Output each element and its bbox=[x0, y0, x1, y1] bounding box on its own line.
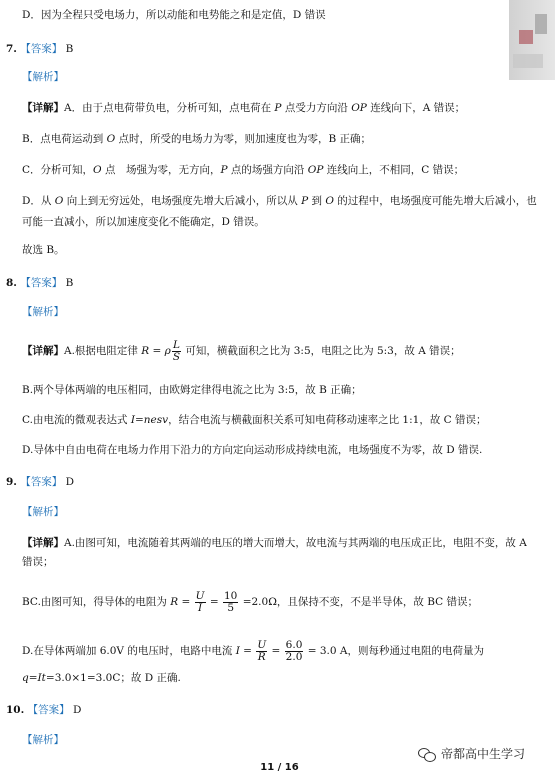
q9-bc-f2-num: 10 bbox=[223, 589, 238, 602]
q7-answer-row bbox=[6, 42, 73, 56]
q7-b-text2: 点时，所受的电场力为零，则加速度也为零，B 正确； bbox=[115, 133, 372, 145]
q7-option-d-line1 bbox=[22, 194, 537, 208]
q8-a-text: A.根据电阻定律 bbox=[64, 345, 142, 357]
q7-d-text3: 到 bbox=[308, 195, 326, 207]
watermark bbox=[418, 745, 525, 762]
q9-bc-fraction1 bbox=[195, 591, 206, 614]
wechat-icon bbox=[418, 747, 436, 761]
q9-d-text: D.在导体两端加 6.0V 的电压时，电路中电流 bbox=[22, 645, 236, 657]
q9-bc-text2: =2.0Ω，且保持不变，不是半导体，故 BC 错误； bbox=[239, 596, 479, 608]
q9-bc-f2-den: 5 bbox=[227, 601, 235, 614]
q8-option-d: D.导体中自由电荷在电场力作用下沿力的方向定向运动形成持续电流，电场强度不为零，故 D 错误. bbox=[22, 444, 483, 456]
q7-number: 7. bbox=[6, 43, 17, 55]
q7-d-o2: O bbox=[325, 195, 334, 207]
q7-c-o: O bbox=[93, 164, 102, 176]
q8-option-b: B.两个导体两端的电压相同，由欧姆定律得电流之比为 3:5，故 B 正确； bbox=[22, 384, 362, 396]
q9-d-f1-den: R bbox=[257, 650, 266, 663]
q9-bc-fraction2 bbox=[223, 591, 238, 614]
q9-d2-formula: q=It bbox=[22, 672, 46, 684]
q7-b-text: B．点电荷运动到 bbox=[22, 133, 107, 145]
q8-a-r: R bbox=[141, 345, 150, 357]
q6-option-d: D．因为全程只受电场力，所以动能和电势能之和是定值，D 错误 bbox=[22, 9, 326, 21]
q7-c-text: C．分析可知， bbox=[22, 164, 94, 176]
q7-option-b bbox=[22, 132, 371, 146]
q7-option-d-line2: 可能一直减小，所以加速度变化不能确定，D 错误。 bbox=[22, 216, 265, 228]
q7-detail-a bbox=[22, 101, 465, 115]
q7-analysis-tag: 【解析】 bbox=[22, 71, 64, 83]
q7-c-text4: 连线向上，不相同，C 错误； bbox=[323, 164, 465, 176]
q8-option-c bbox=[22, 413, 487, 427]
q9-detail-a-line1 bbox=[22, 536, 527, 550]
q8-c-text2: ，结合电流与横截面积关系可知电荷移动速率之比 1:1，故 C 错误； bbox=[168, 414, 487, 426]
q9-d-i: I bbox=[235, 645, 240, 657]
q10-answer-tag: 【答案】 bbox=[27, 704, 70, 716]
q7-option-c bbox=[22, 163, 464, 177]
q10-number: 10. bbox=[6, 704, 25, 716]
q7-c-op: OP bbox=[307, 164, 324, 176]
q9-answer-row bbox=[6, 475, 74, 489]
q9-d-fraction2 bbox=[285, 640, 304, 663]
q8-c-formula: I=nesv bbox=[130, 414, 169, 426]
q10-analysis-tag: 【解析】 bbox=[22, 734, 64, 746]
q9-bc-f1-den: I bbox=[197, 601, 203, 614]
q7-a-p: P bbox=[274, 102, 282, 114]
q9-number: 9. bbox=[6, 476, 17, 488]
q9-d2-text: =3.0×1=3.0C；故 D 正确. bbox=[45, 672, 181, 684]
q8-a-rho: ρ bbox=[164, 345, 171, 357]
q7-a-text: A．由于点电荷带负电，分析可知，点电荷在 bbox=[64, 102, 275, 114]
q9-answer-tag: 【答案】 bbox=[20, 476, 63, 488]
blurred-qr-code bbox=[509, 0, 555, 80]
q8-answer-tag: 【答案】 bbox=[20, 277, 63, 289]
q7-a-text3: 连线向下，A 错误； bbox=[366, 102, 466, 114]
q9-bc-eq2: = bbox=[206, 596, 222, 608]
q7-d-p: P bbox=[301, 195, 309, 207]
q7-answer-value: B bbox=[65, 43, 74, 55]
q9-d-f1-num: U bbox=[257, 638, 267, 651]
q7-a-op: OP bbox=[351, 102, 367, 114]
q9-bc-r: R bbox=[170, 596, 179, 608]
q8-answer-row bbox=[6, 276, 73, 290]
q9-d-text2: = 3.0 A，则每秒通过电阻的电荷量为 bbox=[304, 645, 484, 657]
q7-d-text: D．从 bbox=[22, 195, 55, 207]
q9-d-eq2: = bbox=[268, 645, 284, 657]
q7-b-o: O bbox=[106, 133, 116, 145]
q8-detail-a bbox=[22, 337, 461, 365]
q9-option-bc bbox=[22, 588, 478, 616]
q8-answer-value: B bbox=[65, 277, 74, 289]
q9-d-f2-den: 2.0 bbox=[285, 650, 303, 663]
q7-detail-tag: 【详解】 bbox=[22, 102, 64, 114]
q9-d-f2-num: 6.0 bbox=[285, 638, 303, 651]
q8-number: 8. bbox=[6, 277, 17, 289]
q7-d-text4: 的过程中，电场强度可能先增大后减小，也 bbox=[333, 195, 537, 207]
page-number: 11 / 16 bbox=[260, 762, 299, 773]
q7-c-text3: 点的场强方向沿 bbox=[227, 164, 308, 176]
q9-bc-eq1: = bbox=[178, 596, 194, 608]
q9-detail-a-line2: 错误； bbox=[22, 556, 54, 568]
q9-d-fraction1 bbox=[256, 640, 267, 663]
q8-a-frac-den: S bbox=[172, 350, 181, 363]
q7-answer-tag: 【答案】 bbox=[20, 43, 63, 55]
q7-conclusion: 故选 B。 bbox=[22, 244, 65, 256]
q8-a-frac-num: L bbox=[172, 338, 180, 351]
q9-option-d-line2 bbox=[22, 671, 181, 685]
q9-bc-f1-num: U bbox=[195, 589, 205, 602]
q9-detail-tag: 【详解】 bbox=[22, 537, 64, 549]
q7-c-p: P bbox=[220, 164, 228, 176]
q9-bc-text: BC.由图可知，得导体的电阻为 bbox=[22, 596, 171, 608]
q8-detail-tag: 【详解】 bbox=[22, 345, 64, 357]
q8-c-text: C.由电流的微观表达式 bbox=[22, 414, 131, 426]
q7-d-text2: 向上到无穷远处，电场强度先增大后减小，所以从 bbox=[63, 195, 302, 207]
q8-analysis-tag: 【解析】 bbox=[22, 306, 64, 318]
q9-d-eq1: = bbox=[239, 645, 256, 657]
q8-a-text2: 可知，横截面积之比为 3:5，电阻之比为 5:3，故 A 错误； bbox=[182, 345, 461, 357]
q8-a-fraction bbox=[172, 340, 181, 363]
q7-c-text2: 点 场强为零，无方向， bbox=[101, 164, 221, 176]
q8-a-eq: = bbox=[149, 345, 165, 357]
q9-analysis-tag: 【解析】 bbox=[22, 506, 64, 518]
q9-answer-value: D bbox=[65, 476, 75, 488]
q9-option-d-line1 bbox=[22, 637, 484, 665]
q7-d-o: O bbox=[54, 195, 64, 207]
q9-a-text: A.由图可知，电流随着其两端的电压的增大而增大，故电流与其两端的电压成正比，电阻不变，故 A bbox=[64, 537, 527, 549]
watermark-text: 帝都高中生学习 bbox=[441, 747, 526, 761]
q10-answer-value: D bbox=[72, 704, 82, 716]
q7-a-text2: 点受力方向沿 bbox=[281, 102, 352, 114]
q10-answer-row bbox=[6, 703, 81, 717]
